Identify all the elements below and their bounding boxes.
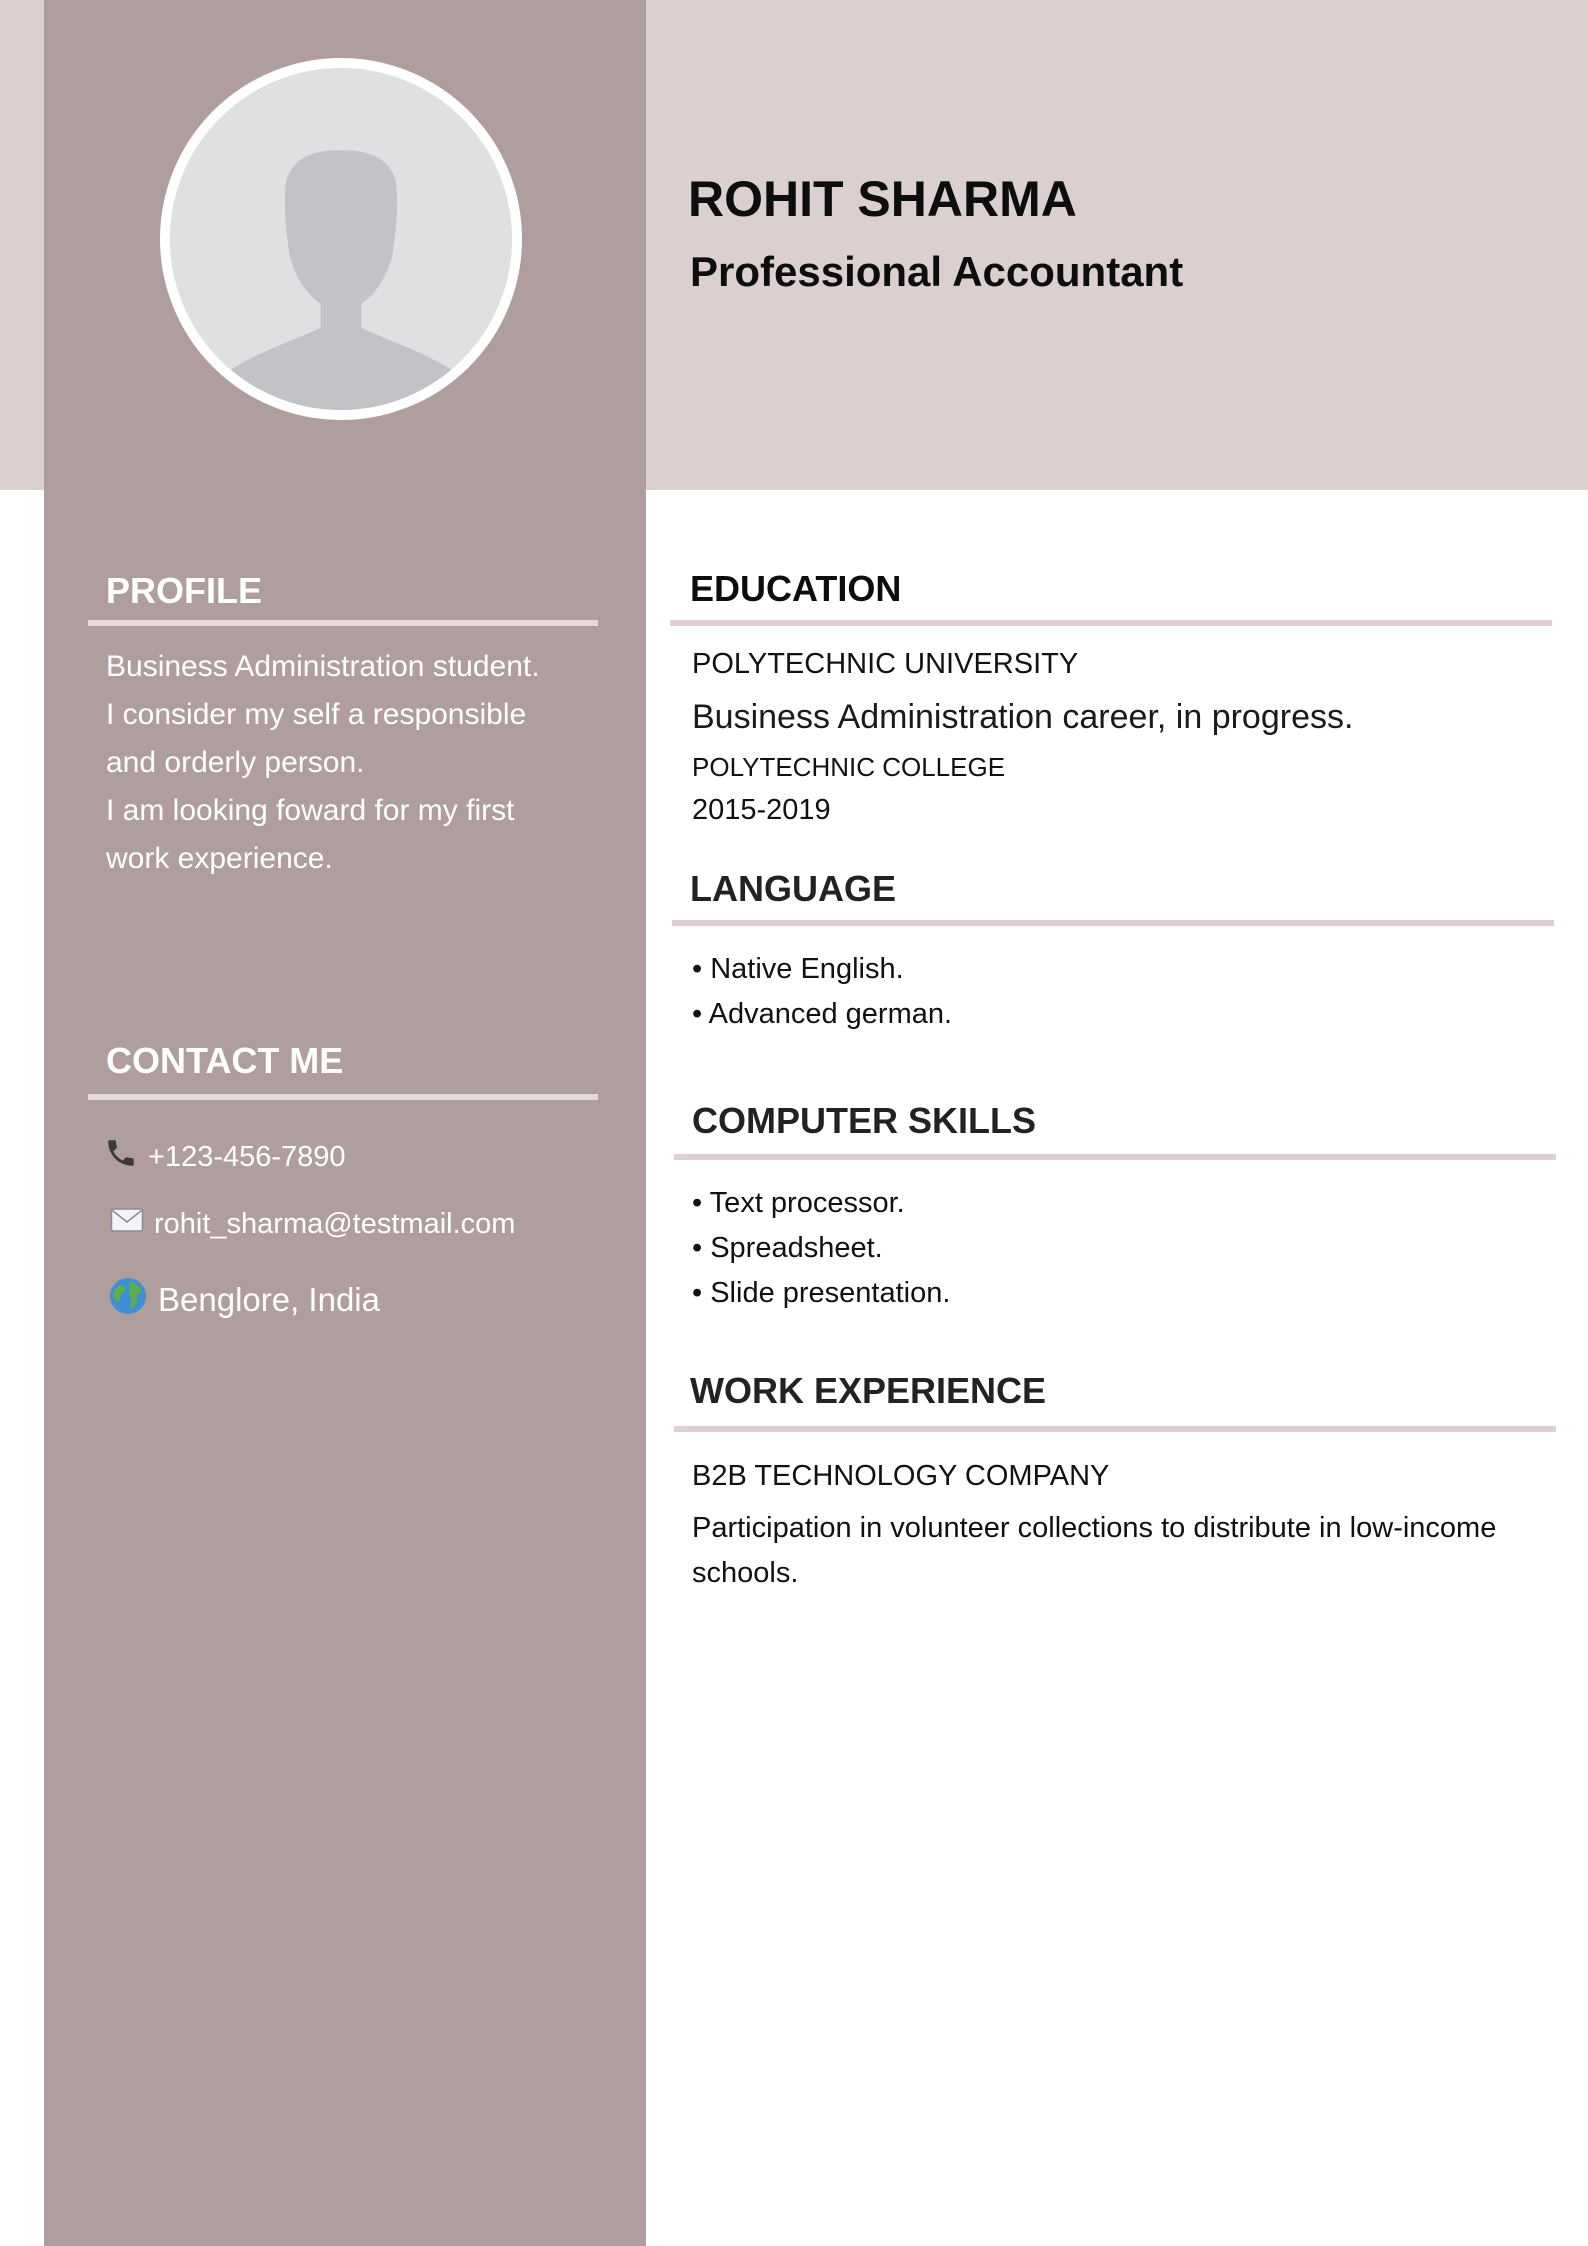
language-item: • Advanced german. — [692, 998, 953, 1030]
computer-skill-item: • Text processor. — [692, 1187, 905, 1219]
profile-divider — [88, 620, 598, 626]
computer-skill-item: • Spreadsheet. — [692, 1232, 883, 1264]
profile-line: work experience. — [106, 842, 333, 875]
phone-icon — [104, 1136, 138, 1178]
contact-phone-row — [104, 1136, 346, 1178]
contact-divider — [88, 1094, 598, 1100]
contact-location-row — [108, 1276, 380, 1324]
language-item: • Native English. — [692, 953, 904, 985]
profile-line: I consider my self a responsible — [106, 698, 527, 731]
education-university: POLYTECHNIC UNIVERSITY — [692, 648, 1079, 680]
profile-line: I am looking foward for my first — [106, 794, 515, 827]
profile-line: and orderly person. — [106, 746, 365, 779]
profile-heading: PROFILE — [106, 570, 263, 611]
person-silhouette-icon — [170, 68, 512, 410]
globe-icon — [108, 1276, 148, 1324]
education-divider — [670, 620, 1552, 626]
education-college: POLYTECHNIC COLLEGE — [692, 752, 1006, 782]
education-years: 2015-2019 — [692, 794, 831, 826]
education-heading: EDUCATION — [690, 568, 902, 609]
language-divider — [672, 920, 1554, 926]
education-career: Business Administration career, in progress. — [692, 698, 1354, 736]
contact-email: rohit_sharma@testmail.com — [154, 1207, 516, 1240]
envelope-icon — [110, 1206, 144, 1242]
candidate-name: ROHIT SHARMA — [688, 171, 1077, 227]
work-experience-heading: WORK EXPERIENCE — [690, 1370, 1047, 1411]
contact-email-row — [110, 1206, 515, 1242]
computer-skills-divider — [674, 1154, 1556, 1160]
computer-skill-item: • Slide presentation. — [692, 1277, 951, 1309]
computer-skills-heading: COMPUTER SKILLS — [692, 1100, 1037, 1141]
contact-location: Benglore, India — [158, 1281, 380, 1318]
profile-line: Business Administration student. — [106, 650, 540, 683]
language-heading: LANGUAGE — [690, 868, 896, 909]
work-experience-divider — [674, 1426, 1556, 1432]
avatar — [160, 58, 522, 420]
contact-heading: CONTACT ME — [106, 1040, 344, 1081]
job-title: Professional Accountant — [690, 248, 1184, 295]
contact-phone: +123-456-7890 — [148, 1140, 346, 1173]
work-description-line: Participation in volunteer collections to distribute in low-income — [692, 1512, 1497, 1544]
work-company: B2B TECHNOLOGY COMPANY — [692, 1460, 1110, 1492]
work-description-line: schools. — [692, 1557, 799, 1589]
